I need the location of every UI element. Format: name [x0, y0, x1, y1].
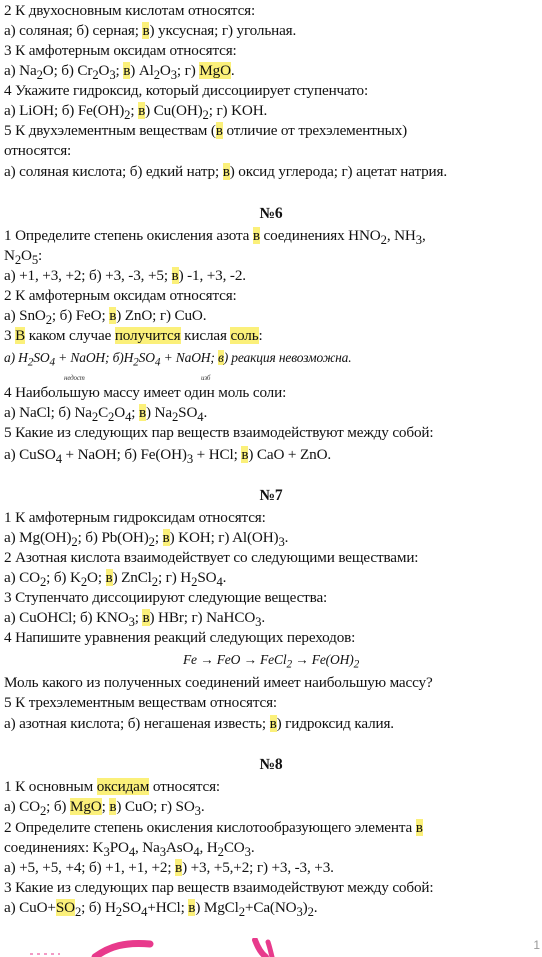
text-segment: 5 К двухэлементным веществам (: [4, 122, 216, 139]
highlighted-text: в: [188, 899, 196, 916]
text-segment: .: [250, 839, 255, 856]
text-segment: +Ca(NO: [244, 899, 297, 916]
text-segment: 2 Азотная кислота взаимодействует со следующими веществами:: [4, 549, 419, 566]
reaction-scheme: [4, 651, 538, 674]
text-segment: кислая: [180, 327, 231, 344]
text-line: [4, 307, 206, 329]
text-segment: ) HBr; г) NaHCO: [149, 609, 256, 626]
highlighted-text: в: [162, 529, 170, 546]
text-line: [4, 349, 352, 372]
text-line: [4, 384, 286, 402]
text-segment: O: [114, 404, 126, 421]
text-segment: ;: [134, 609, 143, 626]
subscript: 3: [278, 535, 285, 550]
text-segment: PO: [109, 839, 129, 856]
text-line: [4, 589, 327, 607]
subscript: 3: [415, 233, 422, 248]
subscript: 2: [380, 233, 387, 248]
text-segment: №7: [259, 487, 283, 504]
text-segment: , H: [199, 839, 218, 856]
text-segment: , Na: [135, 839, 160, 856]
text-segment: 5 К трехэлементным веществам относятся:: [4, 694, 277, 711]
text-segment: SO: [33, 350, 50, 365]
text-segment: ) +3, +5,+2; г) +3, -3, +3.: [182, 859, 334, 876]
text-segment: .: [222, 569, 227, 586]
text-segment: ) CuO; г) SO: [116, 798, 195, 815]
text-line: [4, 163, 447, 181]
subscript: 3: [170, 68, 177, 83]
text-segment: а) CO: [4, 798, 40, 815]
subscript: 2: [133, 356, 139, 369]
text-segment: а) соляная кислота; б) едкий натр;: [4, 163, 223, 180]
text-segment: ;: [154, 529, 163, 546]
text-line: [4, 424, 433, 442]
section-heading: [4, 487, 538, 505]
highlighted-text: MgO: [70, 798, 102, 815]
subscript: 4: [49, 356, 55, 369]
text-segment: а) соляная; б) серная;: [4, 22, 143, 39]
text-segment: 4 Укажите гидроксид, который диссоциирует ступенчато:: [4, 82, 369, 99]
text-line: [4, 549, 418, 567]
subscript: 2: [217, 845, 224, 860]
text-segment: ) гидроксид калия.: [276, 715, 394, 732]
text-segment: ) оксид углерода; г) ацетат натрия.: [229, 163, 448, 180]
subscript: 3: [186, 452, 194, 467]
text-segment: ;: [101, 798, 110, 815]
text-segment: ) Na: [146, 404, 172, 421]
text-segment: ) ZnO; г) CuO.: [116, 307, 207, 324]
text-segment: а) +1, +3, +2; б) +3, -3, +5;: [4, 267, 172, 284]
highlighted-text: В: [15, 327, 26, 344]
text-segment: а) CuO+: [4, 899, 56, 916]
text-segment: 4 Напишите уравнения реакций следующих переходов:: [4, 629, 356, 646]
subscript: 2: [36, 68, 43, 83]
subscript: 2: [108, 410, 115, 425]
subscript: 4: [141, 905, 148, 920]
subscript: 2: [71, 535, 78, 550]
text-segment: а) CuSO: [4, 446, 56, 463]
subscript: 2: [238, 905, 245, 920]
text-segment: 1 К амфотерным гидроксидам относятся:: [4, 509, 266, 526]
text-line: [4, 42, 237, 60]
subscript: 3: [255, 615, 262, 630]
text-segment: SO: [178, 404, 198, 421]
text-segment: N: [4, 247, 15, 264]
subscript: 4: [125, 410, 132, 425]
text-line: [4, 569, 226, 591]
handwritten-note: изб: [201, 374, 211, 382]
text-segment: O; б) Cr: [42, 62, 93, 79]
text-segment: соединениях: K: [4, 839, 104, 856]
text-segment: CO: [223, 839, 245, 856]
handwritten-pen-marks: [0, 938, 542, 957]
text-segment: а) азотная кислота; б) негашеная известь;: [4, 715, 270, 732]
text-line: [4, 609, 265, 631]
text-line: [4, 899, 317, 921]
subscript: 4: [128, 845, 136, 860]
subscript: 2: [39, 575, 47, 590]
subscript: 2: [91, 410, 99, 425]
text-segment: 1 Определите степень окисления азота: [4, 227, 253, 244]
subscript: 3: [128, 615, 135, 630]
text-segment: а) NaCl; б) Na: [4, 404, 92, 421]
text-segment: ;: [131, 404, 139, 421]
handwritten-note: недост: [64, 374, 85, 382]
text-segment: а) CO: [4, 569, 40, 586]
text-segment: + HCl;: [193, 446, 242, 463]
text-segment: ) -1, +3, -2.: [178, 267, 246, 284]
text-segment: .: [230, 62, 235, 79]
subscript: 3: [159, 845, 166, 860]
text-segment: :: [258, 327, 263, 344]
text-line: [4, 509, 266, 527]
text-segment: а) SnO: [4, 307, 46, 324]
highlighted-text: SO: [55, 899, 75, 916]
subscript: 2: [148, 535, 155, 550]
section-heading: [4, 205, 538, 223]
subscript: 2: [27, 356, 34, 369]
highlighted-text: в: [222, 163, 230, 180]
subscript: 5: [31, 253, 39, 268]
text-segment: ; б) K: [46, 569, 81, 586]
text-line: [4, 22, 296, 40]
subscript: 3: [194, 804, 201, 819]
highlighted-text: в: [241, 446, 249, 463]
text-segment: 3 Ступенчато диссоциируют следующие вещества:: [4, 589, 328, 606]
highlighted-text: получится: [114, 327, 181, 344]
subscript: 2: [45, 313, 52, 328]
highlighted-text: MgO: [199, 62, 231, 79]
text-segment: → Fe(OH): [291, 652, 354, 667]
highlighted-text: в: [171, 267, 179, 284]
text-segment: , NH: [386, 227, 416, 244]
subscript: 2: [191, 575, 198, 590]
text-segment: ) уксусная; г) угольная.: [149, 22, 297, 39]
text-line: [4, 404, 207, 426]
text-segment: SO: [138, 350, 155, 365]
text-segment: каком случае: [25, 327, 115, 344]
text-line: [4, 446, 331, 468]
subscript: 2: [124, 108, 131, 123]
section-heading: [4, 756, 538, 774]
subscript: 2: [286, 658, 292, 671]
highlighted-text: в: [269, 715, 277, 732]
subscript: 2: [39, 804, 47, 819]
text-line: [4, 267, 246, 285]
text-segment: ; г) KOH.: [208, 102, 268, 119]
subscript: 2: [202, 108, 209, 123]
subscript: 2: [92, 68, 99, 83]
page-number: 1: [533, 938, 540, 952]
text-segment: а) +5, +5, +4; б) +1, +1, +2;: [4, 859, 176, 876]
text-segment: O: [98, 62, 110, 79]
text-segment: .: [203, 404, 208, 421]
text-segment: а) H: [4, 350, 28, 365]
text-segment: ) CaO + ZnO.: [248, 446, 332, 463]
text-segment: 5 Какие из следующих пар веществ взаимодействуют между собой:: [4, 424, 434, 441]
highlighted-text: в: [138, 102, 146, 119]
text-segment: 1 К основным: [4, 778, 97, 795]
text-segment: SO: [197, 569, 217, 586]
text-segment: относятся:: [4, 142, 72, 159]
text-segment: ; б) FeO;: [51, 307, 110, 324]
text-segment: ,: [421, 227, 426, 244]
text-segment: C: [98, 404, 109, 421]
text-line: [4, 715, 394, 733]
text-segment: SO: [121, 899, 142, 916]
text-segment: Fe → FeO → FeCl: [182, 652, 287, 667]
text-segment: .: [313, 899, 318, 916]
text-segment: AsO: [165, 839, 194, 856]
text-segment: + NaOH;: [160, 350, 218, 365]
text-segment: а) Mg(OH): [4, 529, 72, 546]
text-segment: а) LiOH; б) Fe(OH): [4, 102, 125, 119]
highlighted-text: в: [142, 22, 150, 39]
text-line: [4, 142, 71, 160]
subscript: 2: [74, 905, 82, 920]
text-segment: O: [159, 62, 171, 79]
subscript: 3: [109, 68, 116, 83]
text-segment: 3 К амфотерным оксидам относятся:: [4, 42, 237, 59]
text-line: [4, 122, 407, 140]
text-segment: 2 К двухосновным кислотам относятся:: [4, 2, 256, 19]
text-segment: ) Al: [130, 62, 154, 79]
text-segment: 3 Какие из следующих пар веществ взаимодействуют между собой:: [4, 879, 434, 896]
text-segment: 2 Определите степень окисления кислотообразующего элемента: [4, 819, 416, 836]
text-line: [4, 327, 263, 345]
text-line: [4, 529, 288, 551]
subscript: 4: [197, 410, 204, 425]
text-segment: 2 К амфотерным оксидам относятся:: [4, 287, 237, 304]
text-segment: .: [261, 609, 265, 626]
text-line: [4, 674, 433, 692]
highlighted-text: в: [215, 122, 223, 139]
subscript: 4: [193, 845, 200, 860]
text-segment: ): [302, 899, 308, 916]
highlighted-text: соль: [230, 327, 259, 344]
subscript: 2: [171, 410, 179, 425]
subscript: 2: [153, 68, 160, 83]
text-line: [4, 778, 220, 796]
text-segment: ) KOH; г) Al(OH): [169, 529, 279, 546]
text-segment: :: [38, 247, 43, 264]
text-line: [4, 82, 368, 100]
text-segment: Моль какого из полученных соединений имеет наибольшую массу?: [4, 674, 433, 691]
text-line: [4, 694, 277, 712]
highlighted-text: в: [142, 609, 150, 626]
text-line: [4, 798, 204, 820]
text-line: [4, 102, 267, 124]
text-line: [4, 879, 433, 897]
subscript: 3: [244, 845, 251, 860]
highlighted-text: в: [252, 227, 260, 244]
subscript: 2: [115, 905, 122, 920]
subscript: 3: [296, 905, 303, 920]
text-line: [4, 2, 255, 20]
text-line: [4, 839, 254, 861]
text-segment: отличие от трехэлементных): [222, 122, 408, 139]
text-segment: ) MgCl: [195, 899, 239, 916]
text-segment: ) ZnCl: [112, 569, 152, 586]
highlighted-text: в: [123, 62, 131, 79]
highlighted-text: в: [175, 859, 183, 876]
text-segment: + NaOH; б) Fe(OH): [61, 446, 187, 463]
text-segment: соединениях HNO: [259, 227, 381, 244]
subscript: 4: [154, 356, 161, 369]
highlighted-text: в: [217, 350, 224, 365]
text-segment: + NaOH; б)H: [54, 350, 134, 365]
highlighted-text: в: [138, 404, 146, 421]
text-segment: ;: [115, 62, 124, 79]
text-segment: ; г) H: [157, 569, 192, 586]
text-segment: O: [21, 247, 32, 264]
highlighted-text: оксидам: [96, 778, 150, 795]
text-segment: .: [284, 529, 289, 546]
text-segment: ; б) Pb(OH): [77, 529, 149, 546]
text-line: [4, 287, 237, 305]
text-line: [4, 819, 423, 837]
text-segment: №6: [259, 205, 283, 222]
text-segment: +HCl;: [147, 899, 189, 916]
subscript: 2: [307, 905, 314, 920]
text-line: [4, 629, 355, 647]
text-segment: ; г): [176, 62, 200, 79]
highlighted-text: в: [109, 798, 117, 815]
text-segment: ) реакция невозможна.: [223, 350, 352, 365]
text-segment: ;: [130, 102, 139, 119]
text-segment: ) Cu(OH): [145, 102, 203, 119]
text-segment: O;: [87, 569, 106, 586]
subscript: 4: [216, 575, 223, 590]
text-segment: 4 Наибольшую массу имеет один моль соли:: [4, 384, 287, 401]
text-segment: а) CuOHCl; б) KNO: [4, 609, 129, 626]
subscript: 2: [151, 575, 158, 590]
highlighted-text: в: [109, 307, 117, 324]
text-segment: .: [200, 798, 205, 815]
text-segment: относятся:: [149, 778, 220, 795]
subscript: 2: [14, 253, 22, 268]
text-segment: ; б): [46, 798, 70, 815]
text-segment: ; б) H: [81, 899, 116, 916]
subscript: 2: [80, 575, 87, 590]
text-segment: 3: [4, 327, 16, 344]
subscript: 3: [103, 845, 110, 860]
subscript: 2: [353, 658, 360, 671]
highlighted-text: в: [105, 569, 113, 586]
text-line: [4, 247, 42, 269]
text-line: [4, 227, 426, 249]
subscript: 4: [55, 452, 62, 467]
text-segment: №8: [259, 756, 283, 773]
text-segment: а) Na: [4, 62, 37, 79]
text-line: [4, 62, 235, 84]
text-line: [4, 859, 334, 877]
highlighted-text: в: [415, 819, 423, 836]
